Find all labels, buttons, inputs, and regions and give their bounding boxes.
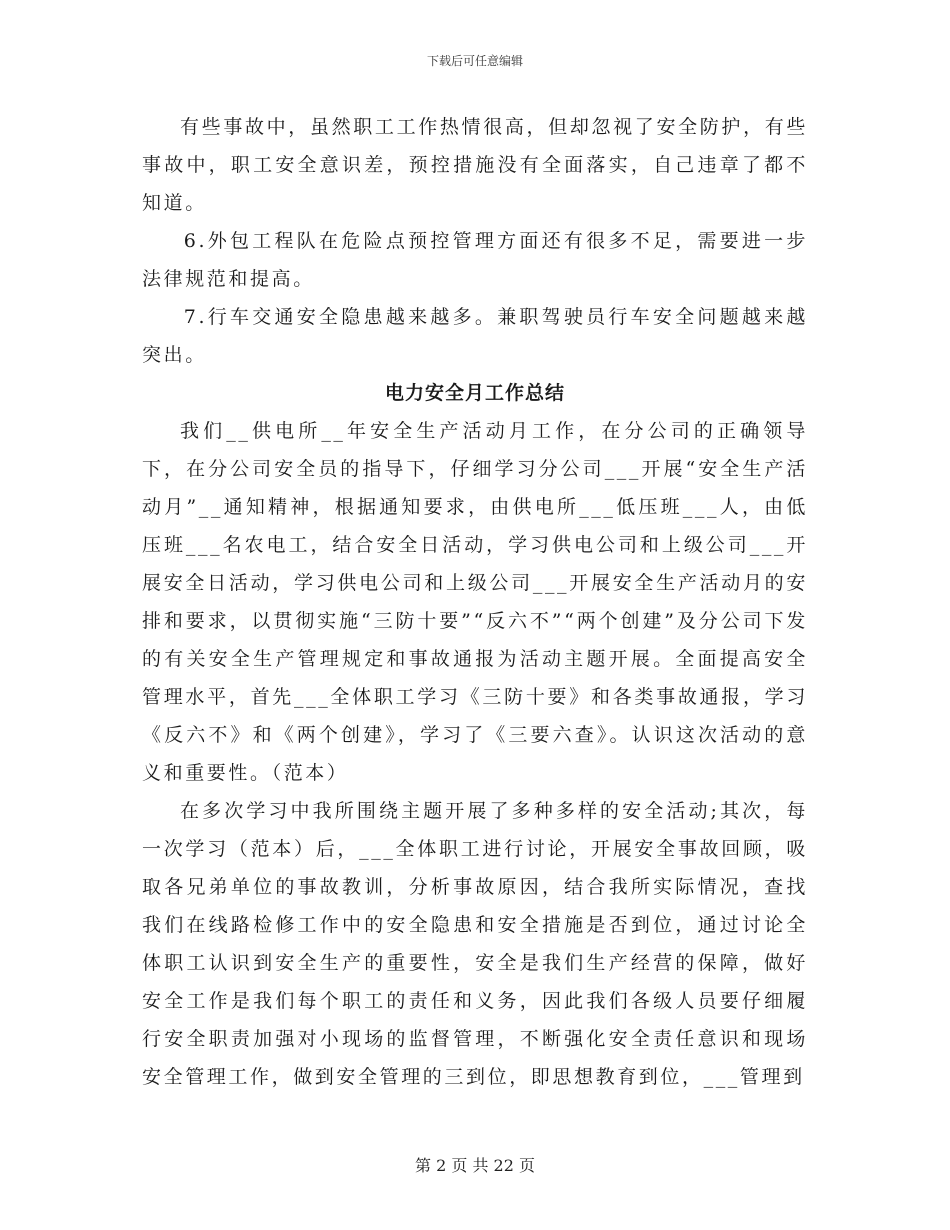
paragraph-activity-month: 我们__供电所__年安全生产活动月工作，在分公司的正确领导下，在分公司安全员的指导下，仔细学习分公司___开展“安全生产活动月”__通知精神，根据通知要求，由供电所___低压班___人，由低压班___名农电工，结合安全日活动，学习供电公司和上级公司___开展安全日活动，学习供电公司和上级公司___开展安全生产活动月的安排和要求，以贯彻实施“三防十要”“反六不”“两个创建”及分公司下发的有关安全生产管理规定和事故通报为活动主题开展。全面提高安全管理水平，首先___全体职工学习《三防十要》和各类事故通报，学习《反六不》和《两个创建》，学习了《三要六查》。认识这次活动的意义和重要性。（范本） [142,420,808,784]
paragraph-accident-awareness: 有些事故中，虽然职工工作热情很高，但却忽视了安全防护，有些事故中，职工安全意识差，预控措施没有全面落实，自己违章了都不知道。 [142,116,808,214]
paragraph-study-discussion: 在多次学习中我所围绕主题开展了多种多样的安全活动;其次，每一次学习（范本）后，___全体职工进行讨论，开展安全事故回顾，吸取各兄弟单位的事故教训，分析事故原因，结合我所实际情况，查找我们在线路检修工作中的安全隐患和安全措施是否到位，通过讨论全体职工认识到安全生产的重要性，安全是我们生产经营的保障，做好安全工作是我们每个职工的责任和义务，因此我们各级人员要仔细履行安全职责加强对小现场的监督管理，不断强化安全责任意识和现场安全管理工作，做到安全管理的三到位，即思想教育到位，___管理到 [142,800,808,1088]
section-title: 电力安全月工作总结 [384,382,565,404]
page-number: 第 2 页 共 22 页 [415,1156,535,1175]
page-header: 下载后可任意编辑 [426,54,523,68]
paragraph-item-6: 6.外包工程队在危险点预控管理方面还有很多不足，需要进一步法律规范和提高。 [142,230,808,290]
document-body [142,108,808,1096]
paragraph-item-7: 7.行车交通安全隐患越来越多。兼职驾驶员行车安全问题越来越突出。 [142,306,808,366]
